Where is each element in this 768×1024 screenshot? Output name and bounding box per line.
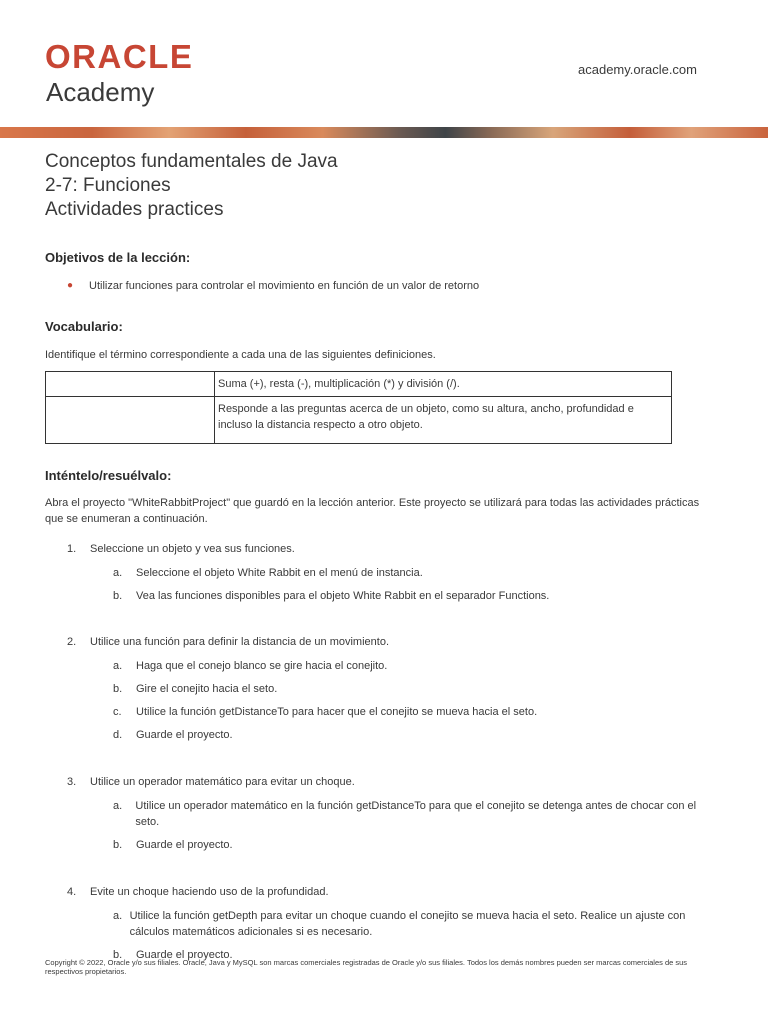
sub-text: Guarde el proyecto. (136, 729, 233, 741)
oracle-logo: ORACLE (45, 38, 194, 75)
list-item (113, 658, 707, 674)
list-item (113, 727, 707, 743)
task-text: Utilice una función para definir la distancia de un movimiento. (90, 636, 389, 648)
list-item (67, 774, 707, 790)
objective-item (67, 280, 707, 292)
sub-text: Guarde el proyecto. (136, 839, 233, 851)
sub-letter: c. (113, 706, 122, 718)
sub-text: Utilice un operador matemático en la función getDistanceTo para que el conejito se detenga antes de chocar con el seto. (135, 800, 697, 828)
list-item (67, 634, 707, 650)
task-4 (45, 884, 707, 963)
sub-letter: a. (113, 660, 123, 672)
decorative-banner (0, 127, 768, 138)
list-item (113, 798, 707, 830)
sub-text: Gire el conejito hacia el seto. (136, 683, 278, 695)
sub-letter: a. (113, 910, 123, 922)
task-text: Evite un choque haciendo uso de la profundidad. (90, 886, 329, 898)
definition-cell: Suma (+), resta (-), multiplicación (*) y división (/). (215, 372, 672, 397)
copyright-footer: Copyright © 2022, Oracle y/o sus filiales. Oracle, Java y MySQL son marcas comerciales registradas de Oracle y/o sus filiales. Todos los demás nombres pueden ser marcas comerciales de sus respectivos propietarios. (45, 958, 688, 976)
academy-label: Academy (46, 77, 155, 107)
sub-letter: a. (113, 567, 123, 579)
list-item (113, 588, 707, 604)
task-2 (45, 634, 707, 743)
sub-text: Haga que el conejo blanco se gire hacia el conejito. (136, 660, 388, 672)
table-row (46, 397, 672, 444)
term-cell[interactable] (46, 397, 215, 444)
course-title: Conceptos fundamentales de Java (45, 151, 338, 172)
list-item (113, 704, 707, 720)
site-url[interactable]: academy.oracle.com (578, 62, 697, 77)
sub-letter: d. (113, 729, 123, 741)
task-3 (45, 774, 707, 853)
lesson-title: 2-7: Funciones (45, 175, 171, 196)
try-heading: Inténtelo/resuélvalo: (45, 468, 172, 483)
objectives-heading: Objetivos de la lección: (45, 250, 191, 265)
vocabulary-intro: Identifique el término correspondiente a cada una de las siguientes definiciones. (45, 349, 436, 361)
sub-text: Guarde el proyecto. (136, 949, 233, 961)
list-item (113, 908, 707, 940)
list-item (113, 681, 707, 697)
sub-text: Utilice la función getDepth para evitar un choque cuando el conejito se mueva hacia el seto. Realice un ajuste con cálculos matemáticos adicionales si es necesario. (129, 910, 686, 938)
task-number: 3. (67, 776, 77, 788)
task-text: Seleccione un objeto y vea sus funciones. (90, 543, 295, 555)
sub-letter: b. (113, 683, 123, 695)
bullet-icon: ● (67, 280, 74, 291)
task-1 (45, 541, 707, 604)
list-item (113, 837, 707, 853)
task-number: 4. (67, 886, 77, 898)
list-item (113, 565, 707, 581)
sub-letter: b. (113, 949, 123, 961)
list-item (67, 541, 707, 557)
sub-text: Vea las funciones disponibles para el objeto White Rabbit en el separador Functions. (136, 590, 550, 602)
sub-letter: b. (113, 839, 123, 851)
table-row (46, 372, 672, 397)
task-number: 1. (67, 543, 77, 555)
vocabulary-heading: Vocabulario: (45, 319, 123, 334)
objective-text: Utilizar funciones para controlar el movimiento en función de un valor de retorno (89, 280, 480, 292)
vocabulary-table (45, 371, 672, 444)
task-number: 2. (67, 636, 77, 648)
page-title (45, 150, 338, 222)
term-cell[interactable] (46, 372, 215, 397)
task-text: Utilice un operador matemático para evitar un choque. (90, 776, 355, 788)
document-body (45, 250, 707, 963)
sub-letter: a. (113, 800, 123, 812)
sub-text: Seleccione el objeto White Rabbit en el menú de instancia. (136, 567, 423, 579)
list-item (67, 884, 707, 900)
sub-letter: b. (113, 590, 123, 602)
try-intro: Abra el proyecto "WhiteRabbitProject" que guardó en la lección anterior. Este proyecto se utilizará para todas las actividades prácticas que se enumeran a continuación. (45, 497, 700, 525)
definition-cell: Responde a las preguntas acerca de un objeto, como su altura, ancho, profundidad e incluso la distancia respecto a otro objeto. (215, 397, 672, 444)
sub-text: Utilice la función getDistanceTo para hacer que el conejito se mueva hacia el seto. (136, 706, 538, 718)
activity-title: Actividades practices (45, 199, 224, 220)
